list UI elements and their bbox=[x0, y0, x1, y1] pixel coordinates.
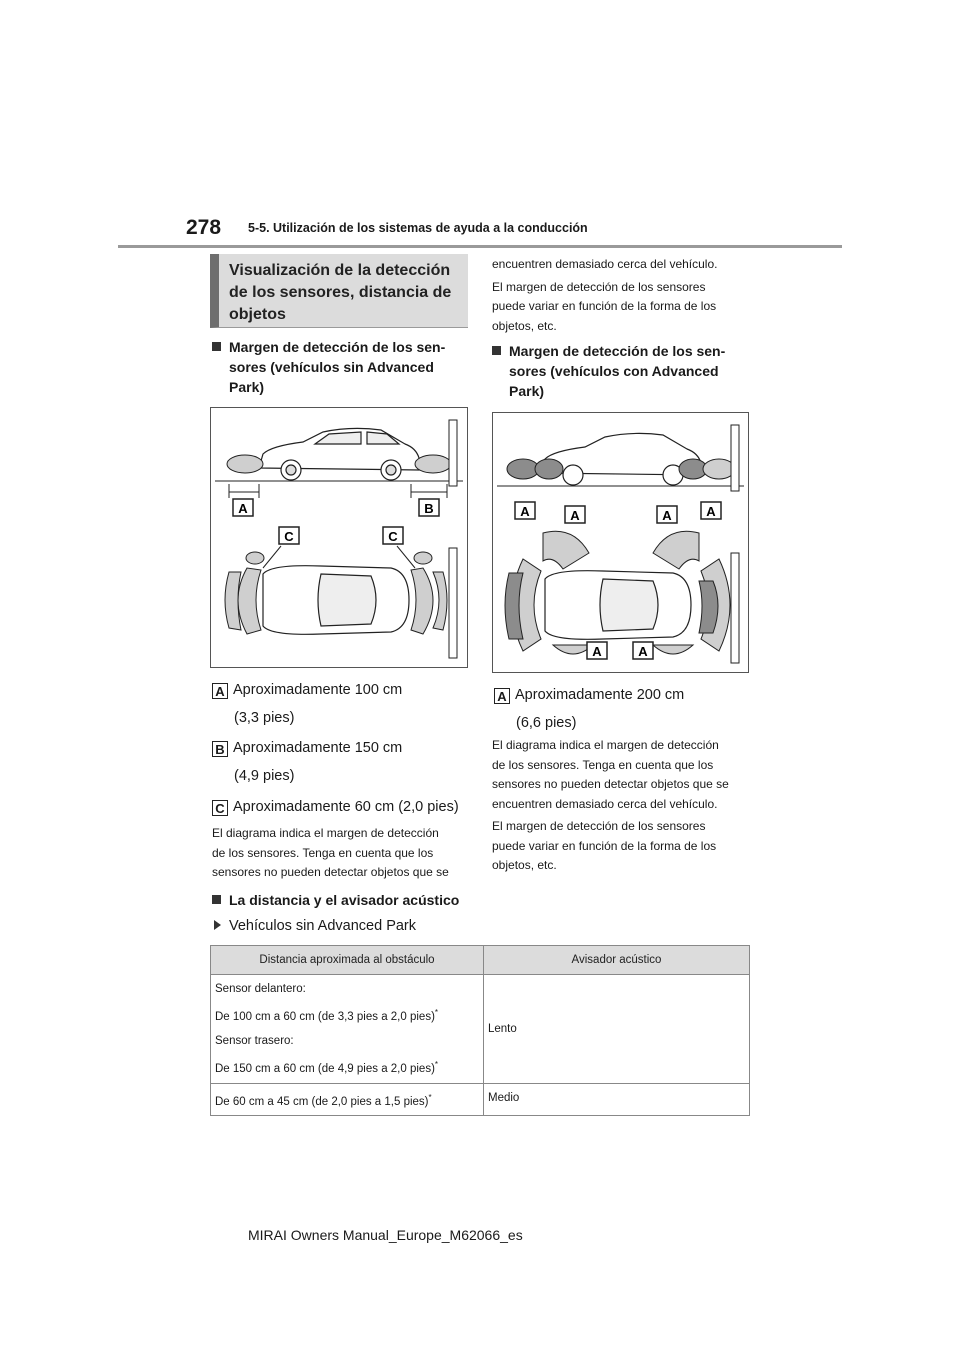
table-header-beeper: Avisador acústico bbox=[484, 946, 750, 975]
label-a-icon: A bbox=[494, 688, 510, 704]
label-a-icon: A bbox=[212, 683, 228, 699]
right-item-a: A Aproximadamente 200 cm bbox=[494, 685, 684, 705]
table-row bbox=[211, 1083, 750, 1116]
square-bullet-icon bbox=[492, 346, 501, 355]
section-heading-box bbox=[210, 254, 468, 328]
diagram-label-c-right: C bbox=[388, 529, 398, 544]
table-cell-beeper: Medio bbox=[484, 1083, 750, 1116]
section-title: 5-5. Utilización de los sistemas de ayuda a la conducción bbox=[248, 221, 588, 235]
right-note: El diagrama indica el margen de detección de los sensores. Tenga en cuenta que los sensores no pueden detectar objetos que se encuentren demasiado cerca del vehículo. El margen de detección de los sensores puede variar en función de la forma de los objetos, etc. bbox=[492, 738, 729, 872]
subhead-distance-beeper: La distancia y el avisador acústico bbox=[212, 890, 459, 910]
item-c: C Aproximadamente 60 cm (2,0 pies) bbox=[212, 797, 459, 817]
diagram-label-c-left: C bbox=[284, 529, 294, 544]
square-bullet-icon bbox=[212, 342, 221, 351]
diagram-label-a-5: A bbox=[592, 644, 602, 659]
table-cell-distance: Sensor delantero: De 100 cm a 60 cm (de 3,3 pies a 2,0 pies)* Sensor trasero: De 150 cm a 60 cm (de 4,9 pies a 2,0 pies)* bbox=[211, 975, 484, 1084]
item-b-line2: (4,9 pies) bbox=[234, 768, 295, 784]
distance-beeper-table bbox=[210, 945, 750, 1116]
item-a-line2: (3,3 pies) bbox=[234, 710, 295, 726]
table-cell-distance: De 60 cm a 45 cm (de 2,0 pies a 1,5 pies)* bbox=[211, 1083, 484, 1116]
square-bullet-icon bbox=[212, 895, 221, 904]
right-continued-text: encuentren demasiado cerca del vehículo. El margen de detección de los sensores puede variar en función de la forma de los objetos, etc. bbox=[492, 257, 718, 333]
heading-line-3: objetos bbox=[229, 306, 286, 323]
footer: MIRAI Owners Manual_Europe_M62066_es bbox=[248, 1227, 523, 1243]
diagram-label-a-6: A bbox=[638, 644, 648, 659]
table-cell-beeper: Lento bbox=[484, 975, 750, 1084]
right-item-a-line2: (6,6 pies) bbox=[516, 715, 577, 731]
item-a: A Aproximadamente 100 cm bbox=[212, 680, 402, 700]
subhead-with-advanced-park: Margen de detección de los sen- sores (vehículos con Advanced Park) bbox=[492, 341, 752, 401]
page-number: 278 bbox=[186, 216, 222, 239]
bullet-without-advanced-park: Vehículos sin Advanced Park bbox=[214, 916, 416, 936]
table-row bbox=[211, 975, 750, 1084]
table-header-row bbox=[211, 946, 750, 975]
diagram-label-a-4: A bbox=[706, 504, 716, 519]
diagram-label-b: B bbox=[424, 501, 434, 516]
label-b-icon: B bbox=[212, 741, 228, 757]
car-side-view bbox=[259, 428, 419, 480]
car-top-view bbox=[263, 566, 409, 635]
diagram-label-a-1: A bbox=[520, 504, 530, 519]
sensor-range-illustration-ap bbox=[493, 413, 748, 672]
car-side-view bbox=[541, 433, 701, 485]
diagram-label-a-2: A bbox=[570, 508, 580, 523]
item-b: B Aproximadamente 150 cm bbox=[212, 738, 402, 758]
subhead-without-advanced-park: Margen de detección de los sen- sores (vehículos sin Advanced Park) bbox=[212, 337, 472, 397]
heading-line-1: Visualización de la detección bbox=[229, 262, 451, 279]
heading-line-2: de los sensores, distancia de bbox=[229, 284, 452, 301]
left-note: El diagrama indica el margen de detección de los sensores. Tenga en cuenta que los sensores no pueden detectar objetos que se bbox=[212, 826, 449, 879]
triangle-bullet-icon bbox=[214, 920, 221, 930]
sensor-range-diagram-with-ap bbox=[492, 412, 749, 673]
sensor-range-diagram-without-ap bbox=[210, 407, 468, 668]
sensor-range-illustration bbox=[211, 408, 467, 667]
car-top-view bbox=[545, 571, 691, 640]
table-header-distance: Distancia aproximada al obstáculo bbox=[211, 946, 484, 975]
diagram-label-a: A bbox=[238, 501, 248, 516]
header-rule bbox=[118, 245, 842, 248]
label-c-icon: C bbox=[212, 800, 228, 816]
diagram-label-a-3: A bbox=[662, 508, 672, 523]
